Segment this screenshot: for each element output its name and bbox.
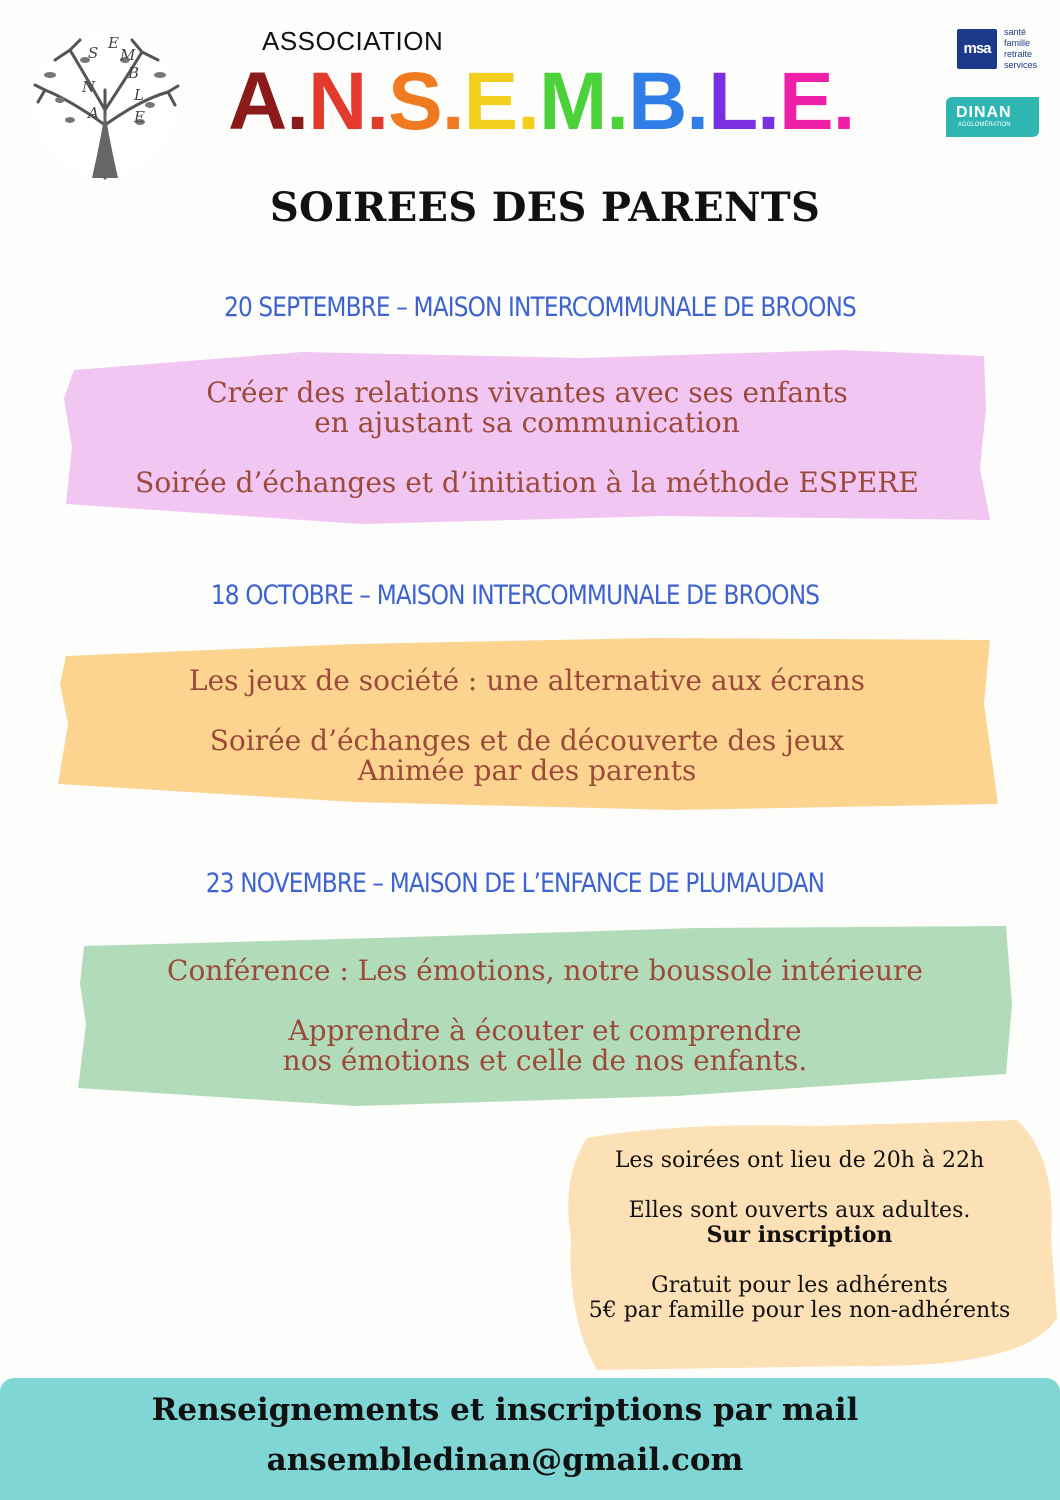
footer-email-link[interactable]: ansembledinan@gmail.com bbox=[266, 1442, 744, 1478]
msa-mark: msa bbox=[957, 29, 997, 69]
dinan-logo bbox=[946, 97, 1039, 137]
logo-letter-l: L bbox=[134, 86, 144, 104]
info-hours: Les soirées ont lieu de 20h à 22h bbox=[614, 1148, 985, 1173]
brand-name bbox=[228, 56, 854, 148]
event-text: Soirée d’échanges et d’initiation à la méthode ESPERE bbox=[135, 466, 919, 499]
info-price-others: 5€ par famille pour les non-adhérents bbox=[588, 1298, 1011, 1323]
brand-letter: L. bbox=[708, 56, 779, 147]
msa-word: services bbox=[1004, 60, 1038, 70]
brand-letter: S. bbox=[388, 56, 464, 147]
event-text: nos émotions et celle de nos enfants. bbox=[282, 1044, 808, 1077]
event-text: Les jeux de société : une alternative aux écrans bbox=[188, 664, 866, 697]
logo-letter-m: M bbox=[120, 46, 136, 64]
event-text: Conférence : Les émotions, notre boussole intérieure bbox=[167, 954, 923, 987]
dinan-name: DINAN bbox=[956, 104, 1012, 121]
event-heading: 20 SEPTEMBRE – MAISON INTERCOMMUNALE DE BROONS bbox=[224, 292, 856, 323]
info-audience: Elles sont ouverts aux adultes. bbox=[628, 1198, 971, 1223]
event-text: Apprendre à écouter et comprendre bbox=[288, 1014, 802, 1047]
dinan-sub: AGGLOMÉRATION bbox=[958, 122, 1011, 128]
tree-icon bbox=[30, 30, 180, 180]
info-box bbox=[557, 1118, 1057, 1373]
event-text: Soirée d’échanges et de découverte des jeux bbox=[209, 724, 845, 757]
association-logo bbox=[30, 30, 180, 180]
footer-contact-label: Renseignements et inscriptions par mail bbox=[151, 1392, 859, 1428]
info-price-members: Gratuit pour les adhérents bbox=[651, 1273, 948, 1298]
msa-word: famille bbox=[1004, 38, 1031, 48]
brand-letter: E. bbox=[463, 56, 539, 147]
logo-letter-e: E bbox=[108, 34, 119, 52]
logo-letter-a: A bbox=[88, 104, 99, 122]
event-heading: 23 NOVEMBRE – MAISON DE L’ENFANCE DE PLUMAUDAN bbox=[205, 868, 825, 899]
logo-letter-b: B bbox=[128, 64, 140, 82]
msa-logo bbox=[957, 27, 1049, 75]
event-banner bbox=[54, 634, 1000, 812]
info-registration: Sur inscription bbox=[706, 1222, 893, 1248]
brand-letter: M. bbox=[538, 56, 629, 147]
brand-letter: B. bbox=[628, 56, 709, 147]
brand-letter: A. bbox=[228, 56, 308, 147]
msa-word: retraite bbox=[1004, 49, 1033, 59]
event-text: Animée par des parents bbox=[357, 754, 697, 787]
event-text: Créer des relations vivantes avec ses enfants bbox=[206, 376, 848, 409]
msa-word: santé bbox=[1004, 27, 1027, 37]
logo-letter-e2: E bbox=[134, 108, 145, 126]
brand-letter: N. bbox=[308, 56, 388, 147]
event-banner bbox=[62, 348, 992, 524]
brand-letter: E. bbox=[778, 56, 855, 147]
footer bbox=[0, 1378, 1060, 1500]
event-banner bbox=[76, 924, 1014, 1106]
page-title: SOIREES DES PARENTS bbox=[269, 184, 821, 231]
msa-words bbox=[1004, 27, 1037, 71]
event-heading: 18 OCTOBRE – MAISON INTERCOMMUNALE DE BROONS bbox=[210, 580, 820, 611]
association-label: ASSOCIATION bbox=[262, 26, 444, 56]
event-text: en ajustant sa communication bbox=[314, 406, 740, 439]
logo-letter-n: N bbox=[82, 78, 96, 96]
logo-letter-s: S bbox=[88, 44, 99, 62]
